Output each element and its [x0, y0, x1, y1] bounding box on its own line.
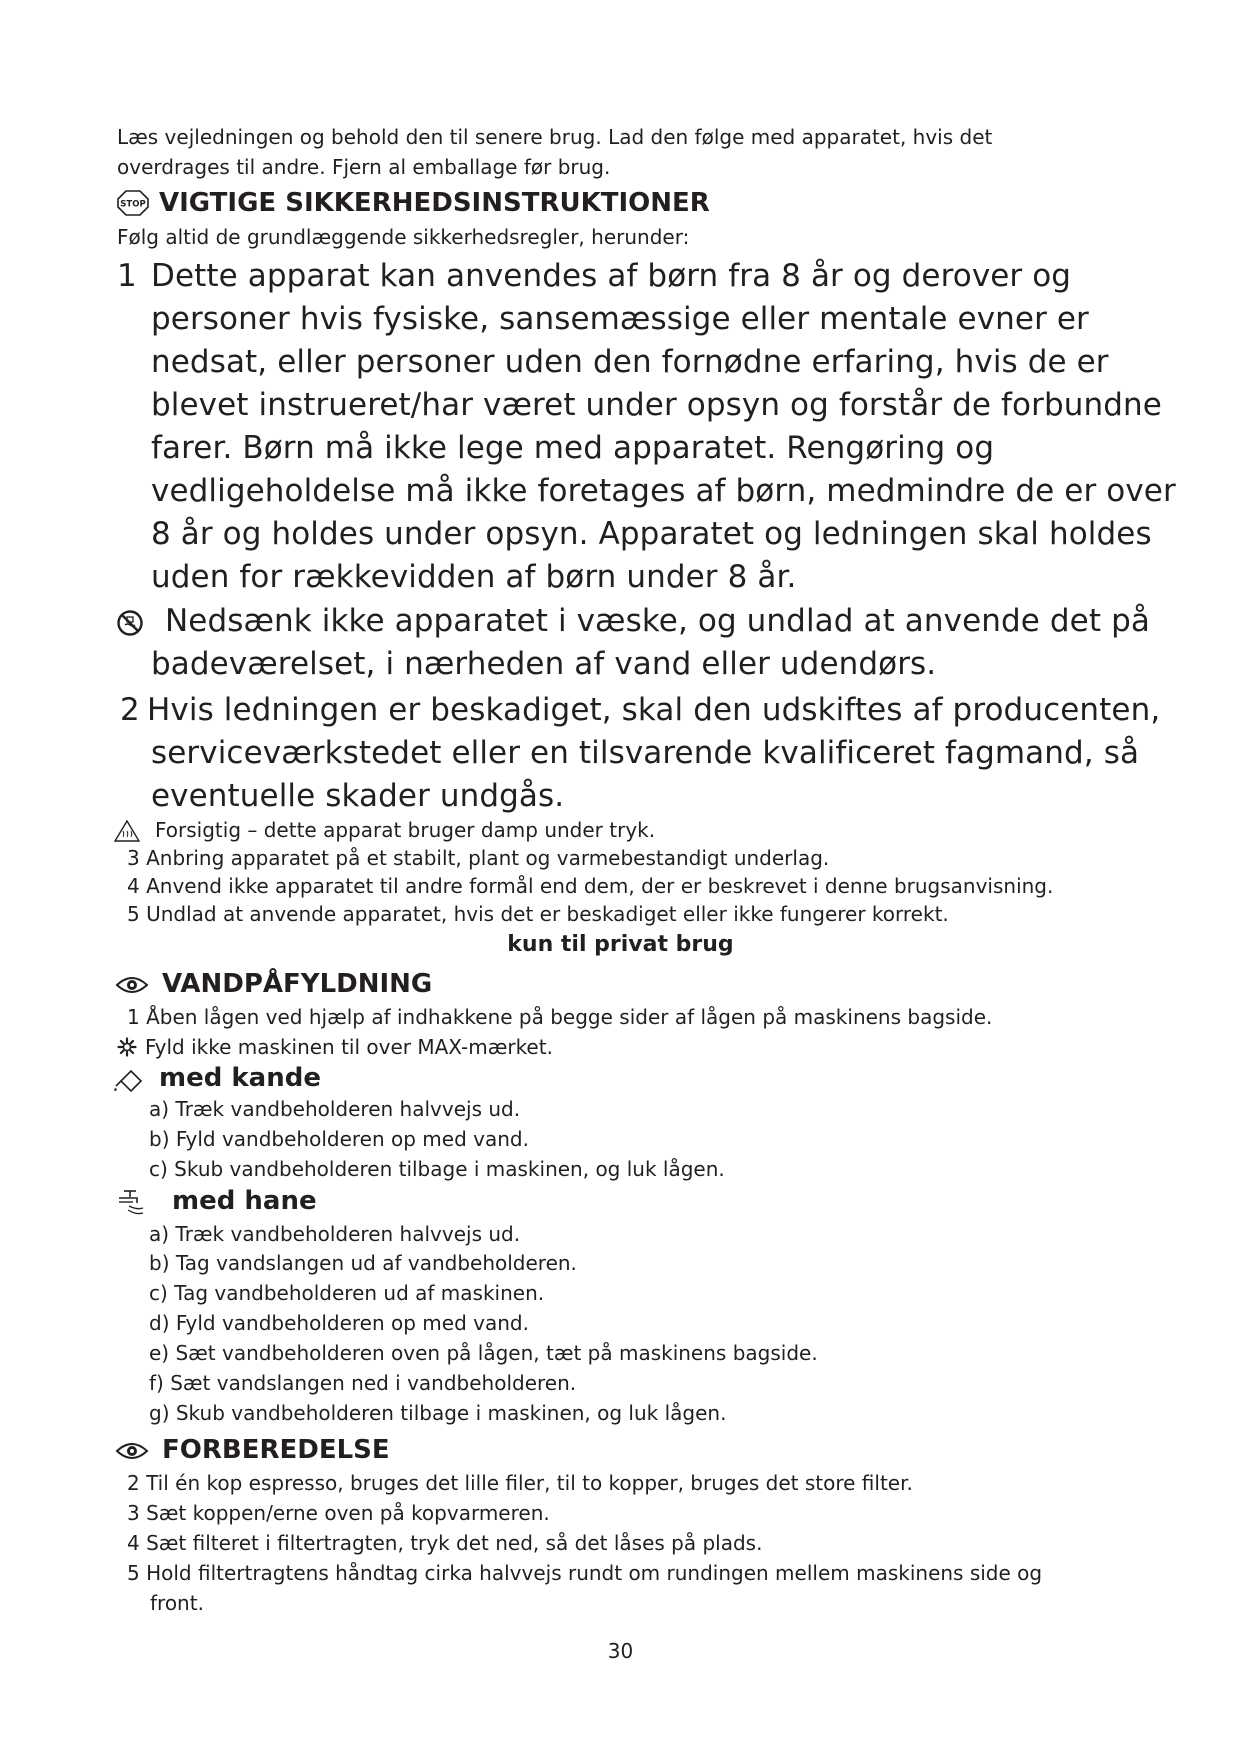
- tap-step-c: c) Tag vandbeholderen ud af maskinen.: [149, 1281, 545, 1305]
- item-1-number: 1: [117, 258, 137, 294]
- tap-step-g: g) Skub vandbeholderen tilbage i maskinen, og luk lågen.: [149, 1401, 727, 1425]
- caution-text: Forsigtig – dette apparat bruger damp under tryk.: [155, 818, 656, 842]
- preparation-item-4: 4 Sæt filteret i filtertragten, tryk det ned, så det låses på plads.: [127, 1531, 763, 1555]
- tap-step-e: e) Sæt vandbeholderen oven på lågen, tæt på maskinens bagside.: [149, 1341, 818, 1365]
- jug-heading: med kande: [159, 1063, 321, 1093]
- jug-step-c: c) Skub vandbeholderen tilbage i maskinen, og luk lågen.: [149, 1157, 725, 1181]
- tap-step-a: a) Træk vandbeholderen halvvejs ud.: [149, 1222, 521, 1246]
- jug-step-b: b) Fyld vandbeholderen op med vand.: [149, 1127, 529, 1151]
- hot-steam-warning-icon: [113, 819, 141, 843]
- flower-tip-icon: [117, 1037, 137, 1057]
- eye-icon: [115, 975, 149, 995]
- filling-heading: VANDPÅFYLDNING: [162, 969, 433, 999]
- tap-icon: [115, 1188, 147, 1218]
- item-2-line: eventuelle skader undgås.: [151, 778, 565, 814]
- tap-step-f: f) Sæt vandslangen ned i vandbeholderen.: [149, 1371, 577, 1395]
- safety-item-3: 3 Anbring apparatet på et stabilt, plant og varmebestandigt underlag.: [127, 846, 830, 870]
- jug-icon: [113, 1068, 145, 1094]
- tap-step-d: d) Fyld vandbeholderen op med vand.: [149, 1311, 529, 1335]
- item-1-line: vedligeholdelse må ikke foretages af børn, medmindre de er over: [151, 473, 1176, 509]
- filling-note: Fyld ikke maskinen til over MAX-mærket.: [145, 1035, 553, 1059]
- item-1-line: Dette apparat kan anvendes af børn fra 8 år og derover og: [151, 258, 1072, 294]
- item-1-line: 8 år og holdes under opsyn. Apparatet og ledningen skal holdes: [151, 516, 1152, 552]
- item-2-line: Hvis ledningen er beskadiget, skal den udskiftes af producenten,: [147, 692, 1161, 728]
- jug-step-a: a) Træk vandbeholderen halvvejs ud.: [149, 1097, 521, 1121]
- stop-icon: [117, 190, 149, 216]
- preparation-item-5: 5 Hold filtertragtens håndtag cirka halvvejs rundt om rundingen mellem maskinens side og: [127, 1561, 1043, 1585]
- stop-icon-label: STOP: [120, 199, 146, 210]
- safety-heading: VIGTIGE SIKKERHEDSINSTRUKTIONER: [159, 188, 710, 218]
- intro-line-2: overdrages til andre. Fjern al emballage før brug.: [117, 155, 611, 179]
- tap-step-b: b) Tag vandslangen ud af vandbeholderen.: [149, 1251, 577, 1275]
- page-number: 30: [607, 1639, 634, 1663]
- tap-heading: med hane: [172, 1186, 317, 1216]
- no-immerse-line: badeværelset, i nærheden af vand eller udendørs.: [151, 646, 937, 682]
- preparation-heading: FORBEREDELSE: [162, 1435, 390, 1465]
- item-1-line: nedsat, eller personer uden den fornødne erfaring, hvis de er: [151, 344, 1109, 380]
- item-1-line: personer hvis fysiske, sansemæssige eller mentale evner er: [151, 301, 1089, 337]
- item-2-number: 2: [120, 692, 140, 728]
- preparation-item-5-cont: front.: [150, 1591, 204, 1615]
- item-2-line: serviceværkstedet eller en tilsvarende kvalificeret fagmand, så: [151, 735, 1140, 771]
- preparation-item-3: 3 Sæt koppen/erne oven på kopvarmeren.: [127, 1501, 550, 1525]
- eye-icon: [115, 1441, 149, 1461]
- no-immerse-line: Nedsænk ikke apparatet i væske, og undlad at anvende det på: [165, 603, 1150, 639]
- preparation-item-2: 2 Til én kop espresso, bruges det lille filer, til to kopper, bruges det store filter.: [127, 1471, 913, 1495]
- item-1-line: uden for rækkevidden af børn under 8 år.: [151, 559, 797, 595]
- safety-subheading: Følg altid de grundlæggende sikkerhedsregler, herunder:: [117, 225, 690, 249]
- private-use-note: kun til privat brug: [507, 932, 734, 957]
- no-immerse-icon: [116, 609, 144, 637]
- item-1-line: farer. Børn må ikke lege med apparatet. Rengøring og: [151, 430, 995, 466]
- filling-step-1: 1 Åben lågen ved hjælp af indhakkene på begge sider af lågen på maskinens bagside.: [127, 1005, 993, 1029]
- safety-item-5: 5 Undlad at anvende apparatet, hvis det er beskadiget eller ikke fungerer korrekt.: [127, 902, 949, 926]
- safety-item-4: 4 Anvend ikke apparatet til andre formål end dem, der er beskrevet i denne brugsanvisning.: [127, 874, 1054, 898]
- item-1-line: blevet instrueret/har været under opsyn og forstår de forbundne: [151, 387, 1162, 423]
- intro-line-1: Læs vejledningen og behold den til senere brug. Lad den følge med apparatet, hvis det: [117, 125, 993, 149]
